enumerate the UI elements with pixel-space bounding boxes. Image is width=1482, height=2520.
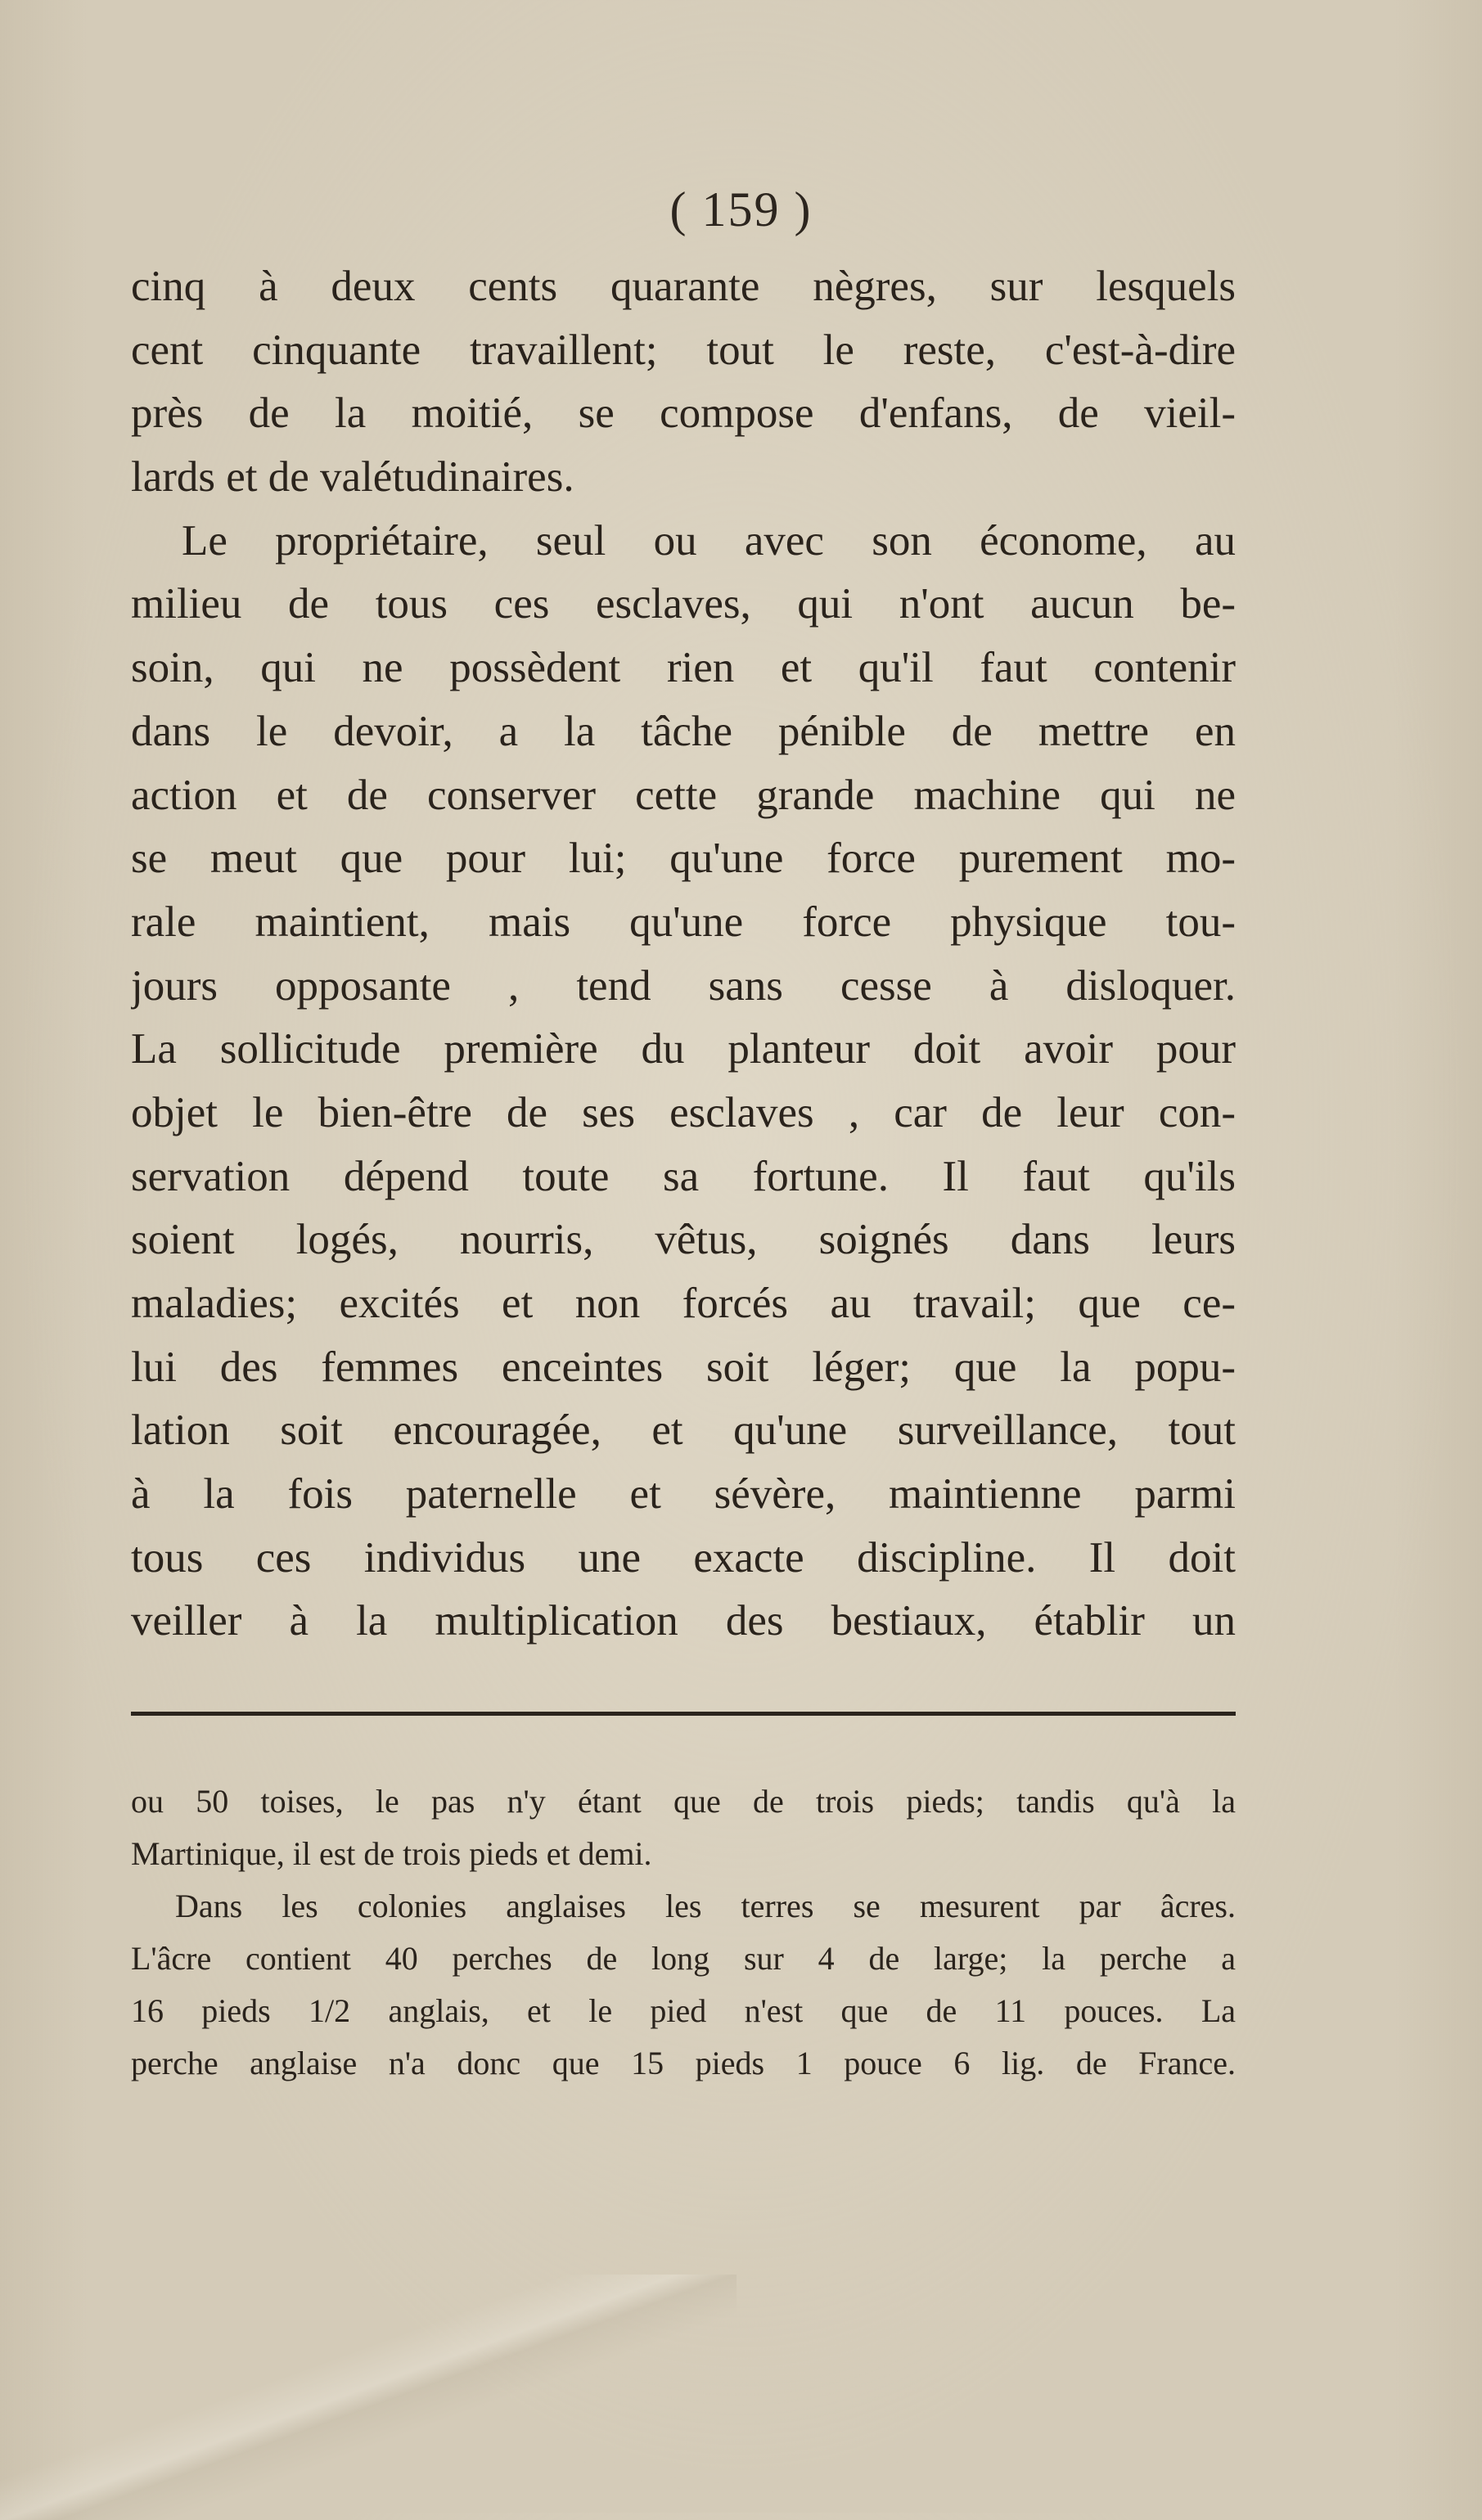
text-line: tous ces individus une exacte discipline. Il doit xyxy=(131,1533,1236,1582)
text-line: Le propriétaire, seul ou avec son économe, au xyxy=(182,516,1236,565)
text-line: à la fois paternelle et sévère, maintienne parmi xyxy=(131,1470,1236,1519)
footnote-line: 16 pieds 1/2 anglais, et le pied n'est que de 11 pouces. La xyxy=(131,1992,1236,2029)
text-line: soin, qui ne possèdent rien et qu'il faut contenir xyxy=(131,644,1236,692)
footnote-line: L'âcre contient 40 perches de long sur 4 de large; la perche a xyxy=(131,1940,1236,1977)
text-line: près de la moitié, se compose d'enfans, de vieil- xyxy=(131,389,1236,438)
text-line: dans le devoir, a la tâche pénible de mettre en xyxy=(131,707,1236,755)
text-line: rale maintient, mais qu'une force physique tou- xyxy=(131,898,1236,946)
text-line: objet le bien-être de ses esclaves , car de leur con- xyxy=(131,1088,1236,1136)
footnote-line: ou 50 toises, le pas n'y étant que de trois pieds; tandis qu'à la xyxy=(131,1783,1236,1820)
footnote-line: Martinique, il est de trois pieds et demi. xyxy=(131,1835,652,1872)
paper-crease xyxy=(0,2275,736,2520)
text-line: jours opposante , tend sans cesse à disloquer. xyxy=(131,961,1236,1010)
text-line: veiller à la multiplication des bestiaux, établir un xyxy=(131,1597,1236,1645)
page-number: ( 159 ) xyxy=(669,182,813,236)
text-line: maladies; excités et non forcés au travail; que ce- xyxy=(131,1280,1236,1327)
text-line: lards et de valétudinaires. xyxy=(131,453,574,502)
text-line: cinq à deux cents quarante nègres, sur lesquels xyxy=(131,263,1236,310)
text-line: action et de conserver cette grande machine qui ne xyxy=(131,771,1236,819)
main-text-block xyxy=(131,255,1236,1654)
text-line: soient logés, nourris, vêtus, soignés dans leurs xyxy=(131,1216,1236,1264)
text-line: cent cinquante travaillent; tout le reste, c'est-à-dire xyxy=(131,326,1236,374)
footnote-line: perche anglaise n'a donc que 15 pieds 1 pouce 6 lig. de France. xyxy=(131,2045,1236,2081)
footnote-divider xyxy=(131,1712,1236,1716)
text-line: servation dépend toute sa fortune. Il faut qu'ils xyxy=(131,1152,1236,1200)
footnote-line: Dans les colonies anglaises les terres se mesurent par âcres. xyxy=(175,1888,1236,1924)
text-line: lui des femmes enceintes soit léger; que la popu- xyxy=(131,1343,1236,1391)
text-line: se meut que pour lui; qu'une force purement mo- xyxy=(131,835,1236,883)
footnote-block xyxy=(131,1775,1236,2090)
text-line: La sollicitude première du planteur doit avoir pour xyxy=(131,1025,1236,1073)
text-line: lation soit encouragée, et qu'une surveillance, tout xyxy=(131,1406,1236,1455)
text-line: milieu de tous ces esclaves, qui n'ont aucun be- xyxy=(131,580,1236,628)
